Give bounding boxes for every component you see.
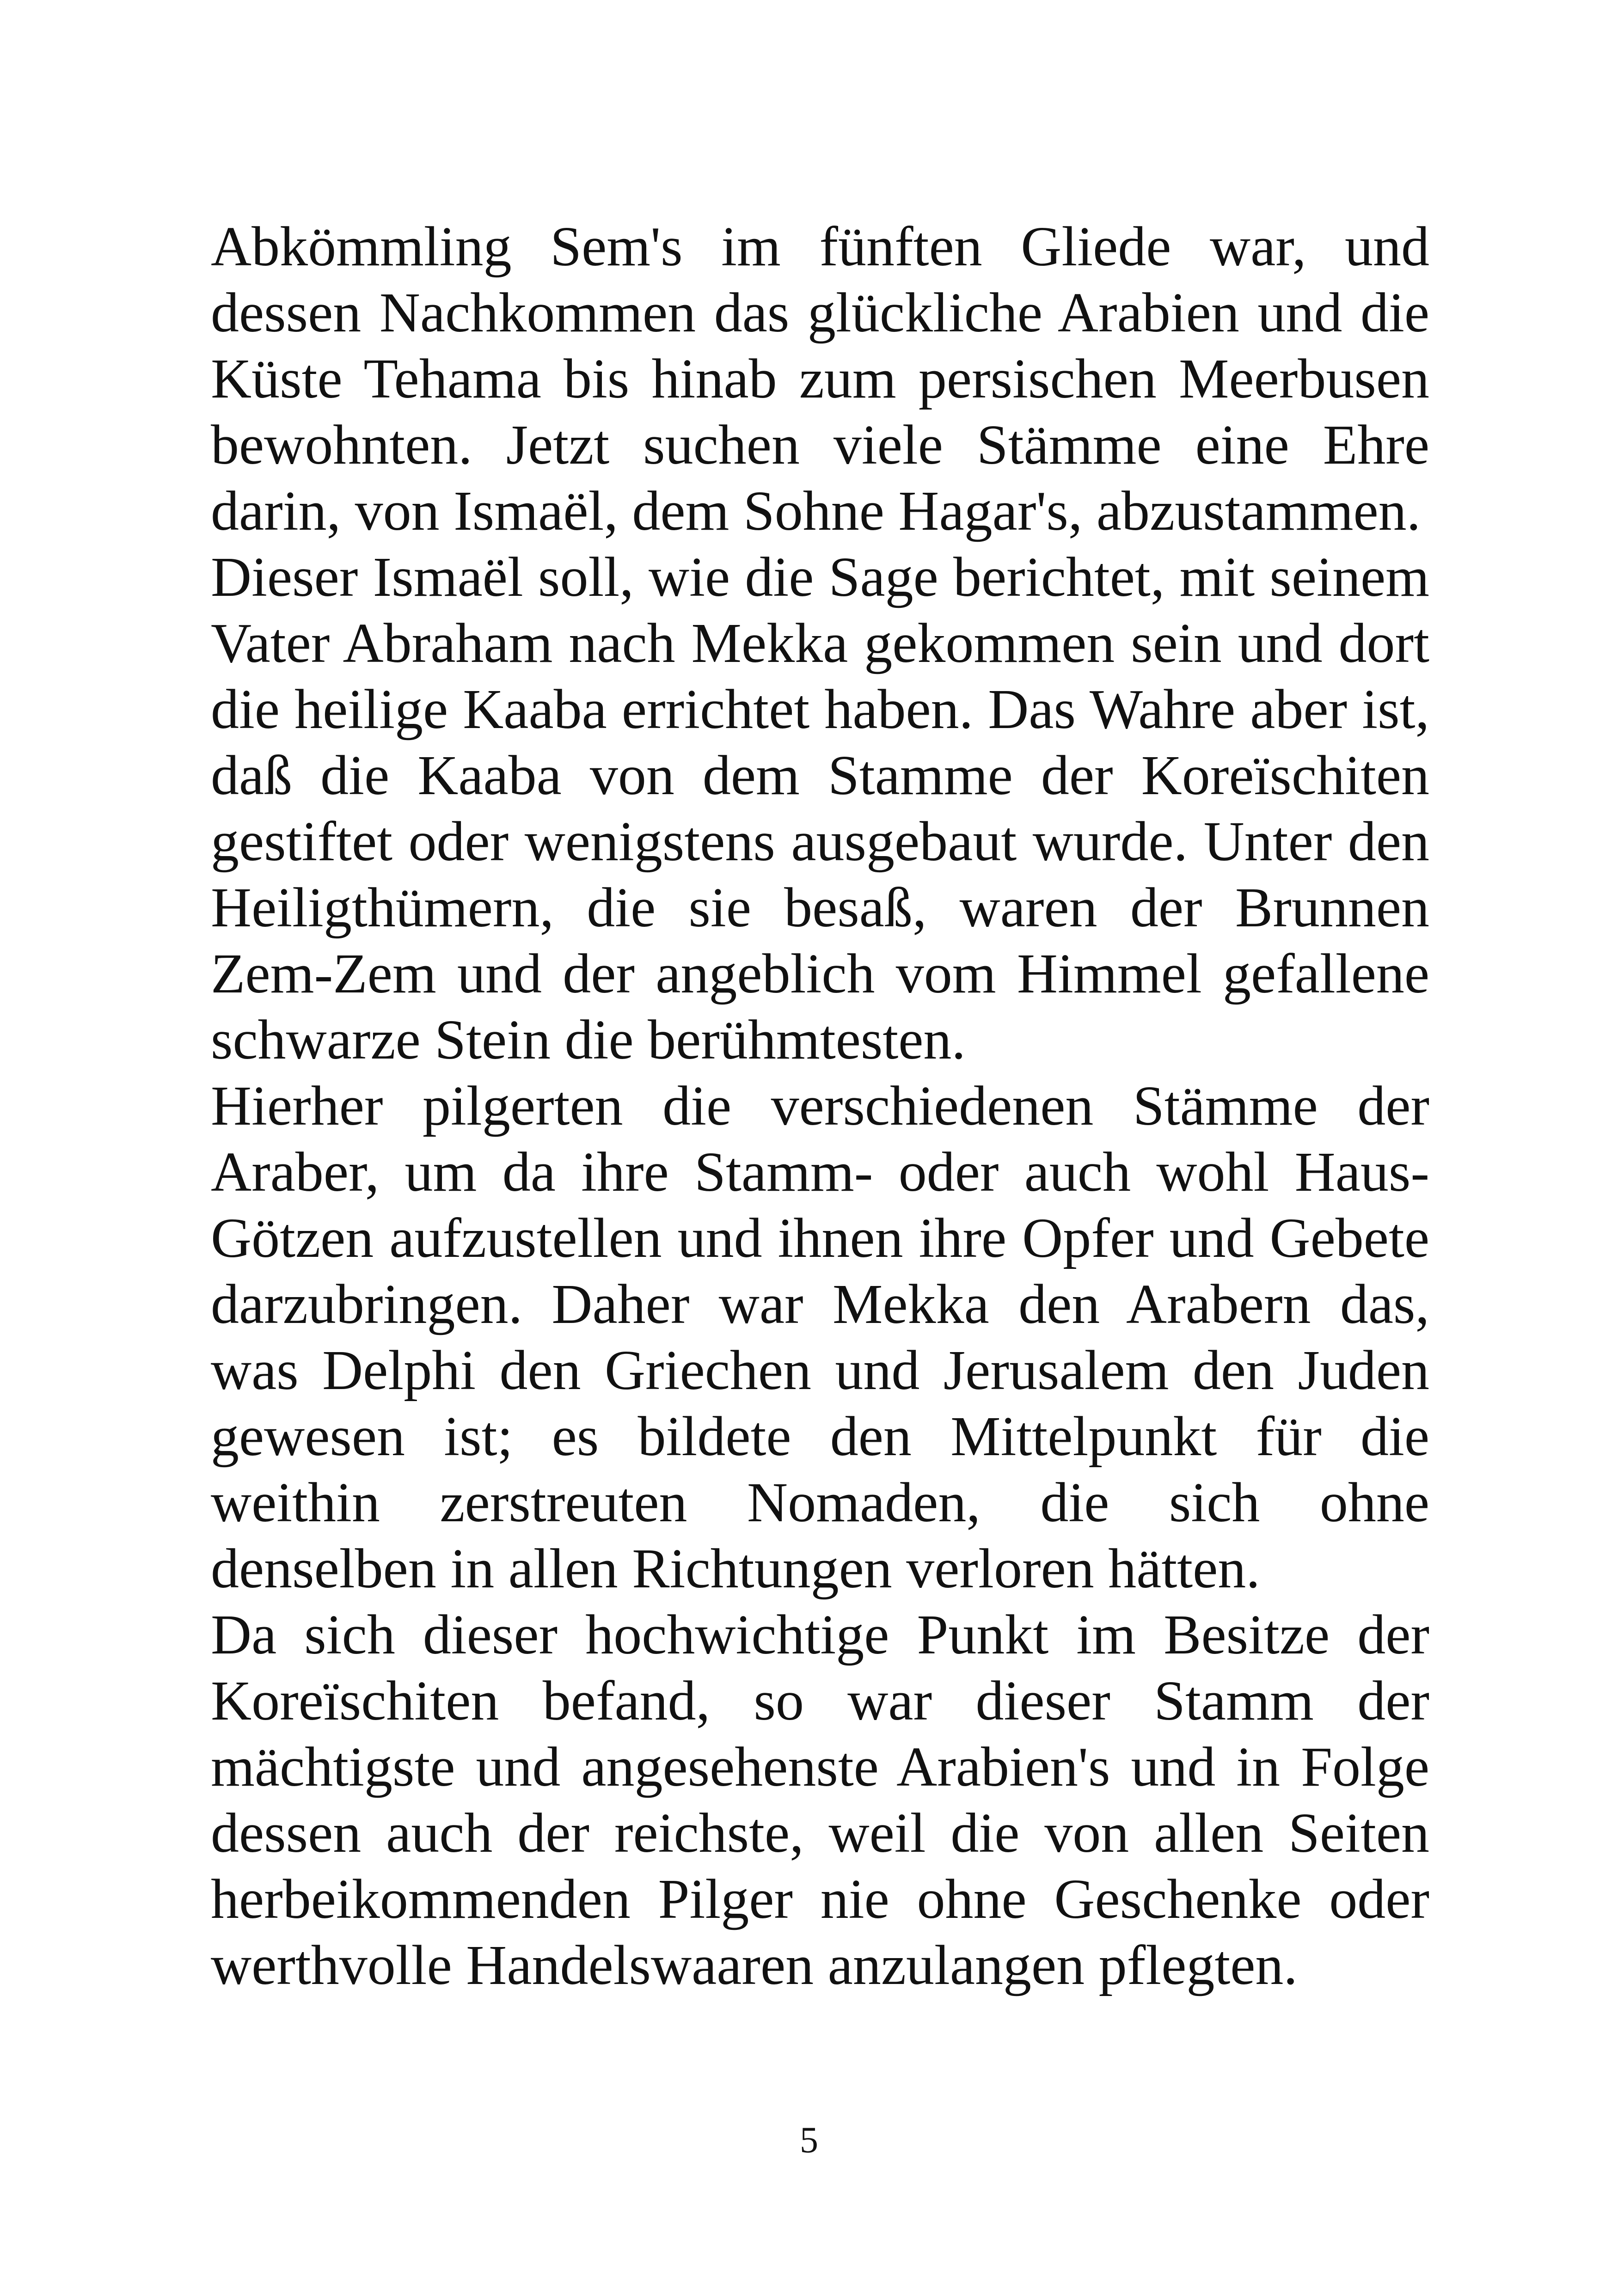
body-text: [211, 214, 1429, 1998]
page-number: 5: [800, 2120, 818, 2161]
paragraph-2: Dieser Ismaël soll, wie die Sage berichtet, mit seinem Vater Abraham nach Mekka gekommen sein und dort die heilige Kaaba errichtet haben. Das Wahre aber ist, daß die Kaaba von dem Stamme der Koreïschiten gestiftet oder wenigstens ausgebaut wurde. Unter den Heiligthümern, die sie besaß, waren der Brunnen Zem-Zem und der angeblich vom Himmel gefallene schwarze Stein die berühmtesten.: [211, 546, 1429, 1071]
paragraph-1: Abkömmling Sem's im fünften Gliede war, und dessen Nachkommen das glückliche Arabien und die Küste Tehama bis hinab zum persischen Meerbusen bewohnten. Jetzt suchen viele Stämme eine Ehre darin, von Ismaël, dem Sohne Hagar's, abzustammen.: [211, 215, 1429, 542]
paragraph-4: Da sich dieser hochwichtige Punkt im Besitze der Koreïschiten befand, so war dieser Stamm der mächtigste und angesehenste Arabien's und in Folge dessen auch der reichste, weil die von allen Seiten herbeikommenden Pilger nie ohne Geschenke oder werthvolle Handelswaaren anzulangen pflegten.: [211, 1604, 1429, 1996]
paragraph-3: Hierher pilgerten die verschiedenen Stämme der Araber, um da ihre Stamm- oder auch wohl Haus-Götzen aufzustellen und ihnen ihre Opfer und Gebete darzubringen. Daher war Mekka den Arabern das, was Delphi den Griechen und Jerusalem den Juden gewesen ist; es bildete den Mittelpunkt für die weithin zerstreuten Nomaden, die sich ohne denselben in allen Richtungen verloren hätten.: [211, 1075, 1429, 1600]
